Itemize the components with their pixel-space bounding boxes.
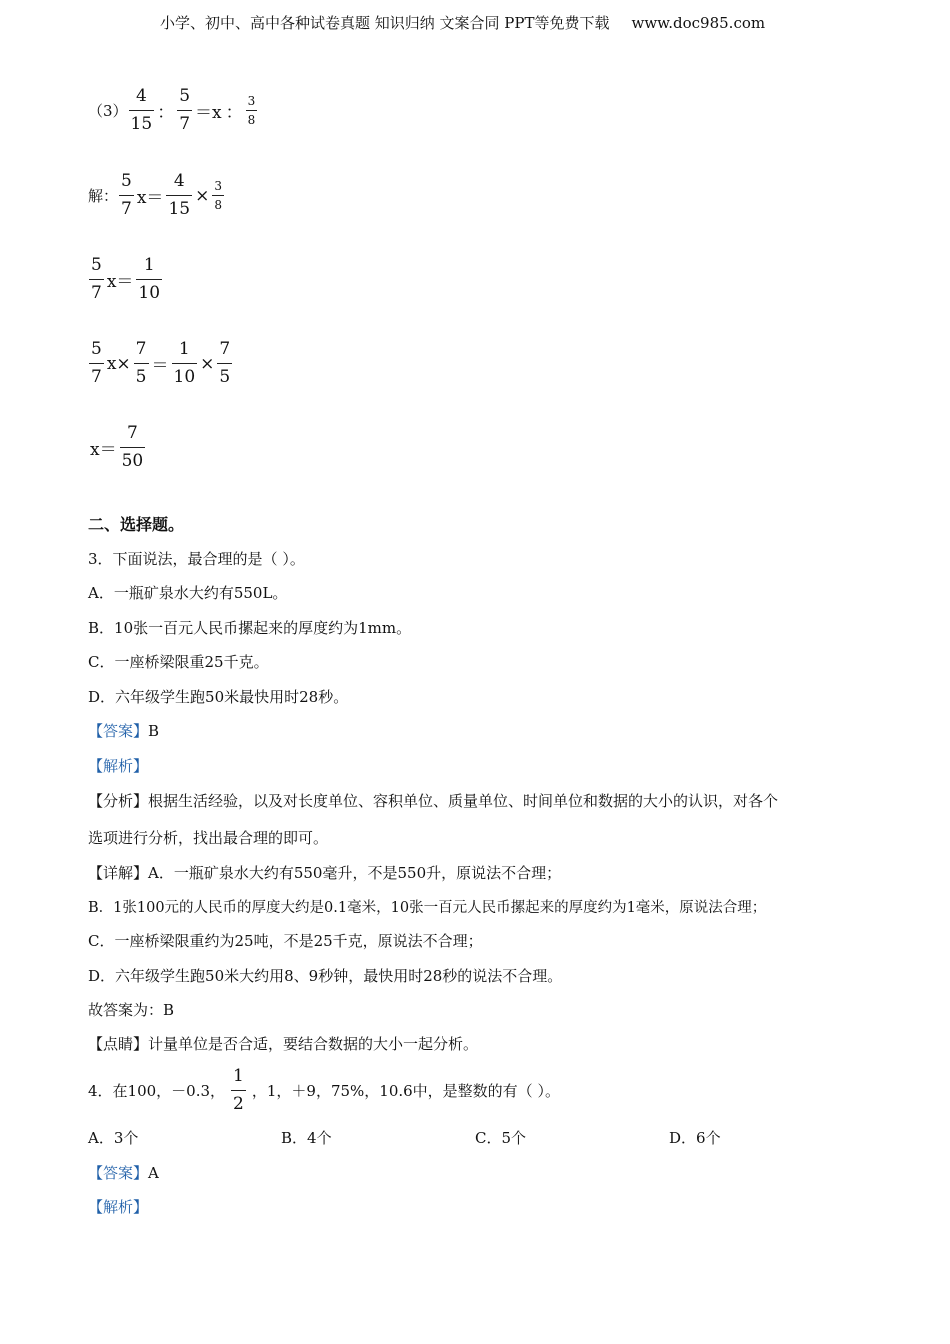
answer-tag: 【答案】 [88, 1164, 149, 1182]
fraction: $\frac{3}{8}$ [247, 94, 256, 127]
fraction: $\frac{7}{50}$ [121, 423, 144, 471]
option-c: C．5个 [475, 1129, 527, 1147]
fraction: $\frac{5}{7}$ [91, 339, 102, 387]
answer-value: A [148, 1164, 159, 1182]
detail-line: 【详解】A．一瓶矿泉水大约有550毫升，不是550升，原说法不合理； [88, 864, 562, 882]
detail-tag: 【详解】 [88, 864, 149, 882]
option-d: D．六年级学生跑50米最快用时28秒。 [88, 688, 349, 706]
question-stem: 4．在100，－0.3， $\frac{1}{2}$ ，1，＋9，75%，10.6中，是整数的有（ ）。 [88, 1066, 560, 1114]
fraction: $\frac{1}{2}$ [233, 1066, 244, 1114]
option-b: B．4个 [281, 1129, 332, 1147]
solution-step-2: $\frac{5}{7}$ x＝ $\frac{1}{10}$ [91, 255, 161, 303]
fraction: $\frac{7}{5}$ [135, 339, 147, 387]
fraction: $\frac{1}{10}$ [173, 339, 196, 387]
solution-result: x＝ $\frac{7}{50}$ [90, 423, 144, 471]
header-text: 小学、初中、高中各种试卷真题 知识归纳 文案合同 PPT等免费下载 [160, 14, 610, 32]
dianjing-line: 【点睛】计量单位是否合适，要结合数据的大小一起分析。 [88, 1035, 479, 1053]
fraction: $\frac{7}{5}$ [219, 339, 231, 387]
header-url[interactable]: www.doc985.com [631, 14, 766, 32]
question-stem: 3．下面说法，最合理的是（ ）。 [88, 550, 305, 568]
page-header [160, 12, 765, 33]
analysis-line: 【分析】根据生活经验，以及对长度单位、容积单位、质量单位、时间单位和数据的大小的认识，对各个 [88, 792, 779, 810]
fraction: $\frac{3}{8}$ [214, 179, 222, 212]
option-a: A．3个 [88, 1129, 139, 1147]
sub-question-label: （3） [88, 102, 128, 120]
option-a: A．一瓶矿泉水大约有550L。 [88, 584, 288, 602]
solution-step-1: 解： $\frac{5}{7}$ x＝ $\frac{4}{15}$ × $\frac{3}{8}$ [88, 171, 222, 219]
analysis-tag: 【解析】 [88, 757, 149, 775]
fraction: $\frac{4}{15}$ [130, 86, 153, 134]
answer-line [88, 720, 159, 741]
section-title: 二、选择题。 [88, 515, 185, 534]
answer-line [88, 1162, 159, 1183]
fraction: $\frac{5}{7}$ [179, 86, 191, 134]
fraction: $\frac{5}{7}$ [121, 171, 132, 219]
conclusion: 故答案为：B [88, 1001, 175, 1019]
fenxi-tag: 【分析】 [88, 792, 149, 810]
fraction: $\frac{5}{7}$ [91, 255, 102, 303]
option-b: B．10张一百元人民币摞起来的厚度约为1mm。 [88, 619, 412, 637]
answer-value: B [148, 722, 160, 740]
solution-step-3: $\frac{5}{7}$ x× $\frac{7}{5}$ ＝ $\frac{1}{10}$ × $\frac{7}{5}$ [91, 339, 231, 387]
detail-line: B．1张100元的人民币的厚度大约是0.1毫米，10张一百元人民币摞起来的厚度约为1毫米，原说法合理； [88, 900, 767, 916]
detail-line: D．六年级学生跑50米大约用8、9秒钟，最快用时28秒的说法不合理。 [88, 967, 563, 985]
answer-tag: 【答案】 [88, 722, 149, 740]
fraction: $\frac{1}{10}$ [138, 255, 161, 303]
analysis-tag: 【解析】 [88, 1198, 149, 1216]
q3-equation: （3） $\frac{4}{15}$ ： $\frac{5}{7}$ ＝x ： $\frac{3}{8}$ [88, 86, 256, 134]
option-c: C．一座桥梁限重25千克。 [88, 653, 269, 671]
option-d: D．6个 [669, 1129, 721, 1147]
analysis-line: 选项进行分析，找出最合理的即可。 [88, 829, 329, 847]
dianjing-tag: 【点睛】 [88, 1035, 149, 1053]
detail-line: C．一座桥梁限重约为25吨，不是25千克，原说法不合理； [88, 932, 483, 950]
fraction: $\frac{4}{15}$ [168, 171, 191, 219]
